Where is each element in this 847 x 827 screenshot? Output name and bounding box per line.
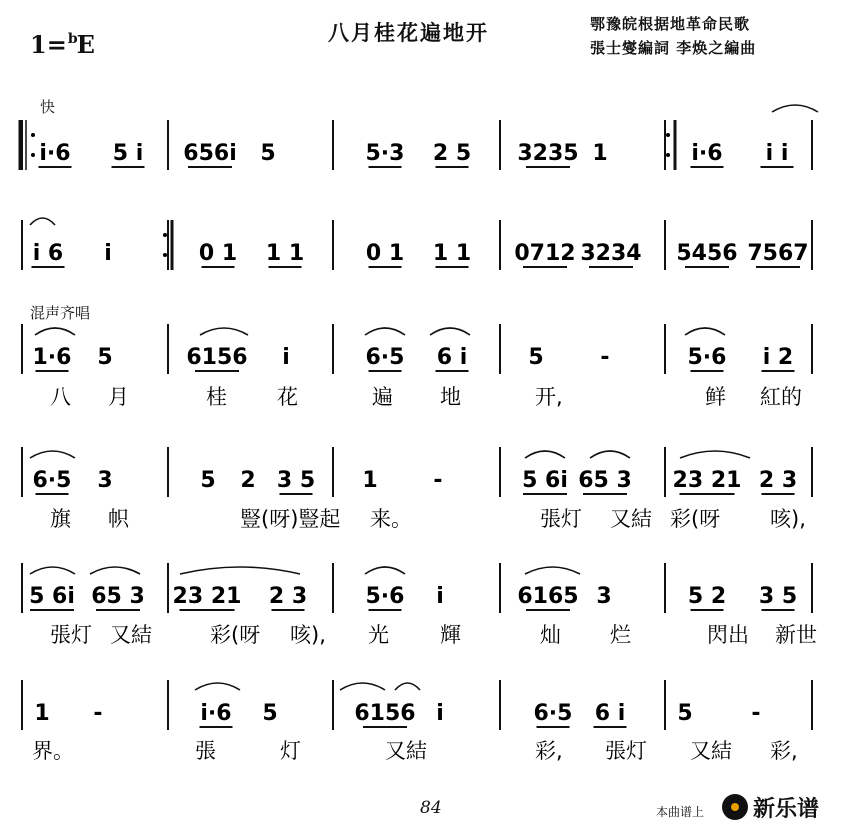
note-group: i·6: [200, 701, 232, 726]
note-group: 5: [200, 468, 216, 493]
tempo-marking: 快: [40, 98, 56, 116]
note-group: 23 21: [172, 584, 242, 609]
lyric-syllable: 旗: [50, 507, 71, 531]
lyric-syllable: 紅的: [760, 385, 802, 409]
note-group: 3235: [517, 141, 579, 166]
lyric-syllable: 又結: [610, 507, 652, 531]
lyric-syllable: 又結: [385, 739, 427, 763]
note-group: 1: [34, 701, 50, 726]
note-group: 5 i: [112, 141, 144, 166]
note-group: 0712: [514, 241, 576, 266]
lyric-syllable: 張灯: [540, 507, 582, 531]
slur-arc: [195, 683, 240, 690]
slur-arc: [365, 567, 405, 574]
repeat-dot: [666, 153, 670, 157]
note-group: -: [600, 345, 610, 370]
slur-arc: [685, 328, 725, 335]
note-group: 2 5: [432, 141, 472, 166]
note-group: 5·6: [365, 584, 405, 609]
repeat-dot: [31, 133, 35, 137]
note-group: 5 6i: [522, 468, 568, 493]
slur-arc: [30, 218, 55, 225]
note-group: i: [104, 241, 112, 266]
lyric-syllable: 开,: [535, 385, 563, 409]
note-group: 6 i: [436, 345, 468, 370]
slur-arc: [180, 567, 300, 574]
note-group: i 2: [762, 345, 794, 370]
note-group: 5: [528, 345, 544, 370]
slur-arc: [340, 683, 385, 690]
lyric-syllable: 花: [277, 385, 298, 409]
repeat-dot: [31, 153, 35, 157]
lyric-syllable: 帜: [108, 507, 129, 531]
note-group: 5: [97, 345, 113, 370]
lyric-syllable: 又結: [110, 623, 152, 647]
note-group: i i: [765, 141, 789, 166]
note-group: 5 2: [687, 584, 727, 609]
source-note: 本曲谱上: [656, 805, 705, 819]
note-group: 5456: [676, 241, 738, 266]
lyric-syllable: 豎(呀)豎起: [240, 507, 341, 531]
credit-authors: 張士燮編詞 李焕之編曲: [590, 39, 757, 57]
note-group: 5: [677, 701, 693, 726]
note-group: 5: [260, 141, 276, 166]
lyric-syllable: 灿: [540, 623, 561, 647]
note-group: i·6: [691, 141, 723, 166]
note-group: 65 3: [91, 584, 145, 609]
lyric-syllable: 輝: [440, 623, 461, 647]
lyric-syllable: 界。: [32, 739, 74, 763]
lyric-syllable: 彩(呀: [670, 507, 721, 531]
credit-origin: 鄂豫皖根据地革命民歌: [590, 15, 751, 33]
note-group: 1 1: [265, 241, 305, 266]
note-group: 1: [362, 468, 378, 493]
lyric-syllable: 閃出: [707, 623, 749, 647]
note-group: 3: [97, 468, 113, 493]
slur-arc: [30, 451, 75, 458]
note-group: 1 1: [432, 241, 472, 266]
note-group: 0 1: [365, 241, 405, 266]
repeat-dot: [666, 133, 670, 137]
note-group: 3234: [580, 241, 642, 266]
page-number: 84: [420, 798, 442, 818]
note-group: 6156: [186, 345, 248, 370]
note-group: 5·6: [687, 345, 727, 370]
note-group: 6·5: [533, 701, 573, 726]
slur-arc: [365, 328, 405, 335]
lyric-syllable: 彩(呀: [210, 623, 261, 647]
voicing-marking: 混声齐唱: [30, 304, 91, 322]
note-group: i: [436, 584, 444, 609]
note-group: 1: [592, 141, 608, 166]
note-group: 6·5: [365, 345, 405, 370]
note-group: 5·3: [365, 141, 405, 166]
note-group: 0 1: [198, 241, 238, 266]
slur-arc: [30, 567, 75, 574]
lyric-syllable: 月: [108, 385, 129, 409]
note-group: 7567: [747, 241, 809, 266]
flat-sign: b: [67, 31, 78, 47]
slur-arc: [395, 683, 420, 690]
lyric-syllable: 咳),: [770, 507, 806, 531]
slur-arc: [525, 567, 580, 574]
lyric-syllable: 咳),: [290, 623, 326, 647]
note-group: 2: [240, 468, 256, 493]
key-prefix: 1=: [30, 30, 67, 59]
lyric-syllable: 張: [195, 739, 216, 763]
note-group: 6 i: [594, 701, 626, 726]
note-group: -: [751, 701, 761, 726]
slur-arc: [680, 451, 750, 458]
lyric-syllable: 彩,: [535, 739, 563, 763]
note-group: 3: [596, 584, 612, 609]
lyric-syllable: 張灯: [605, 739, 647, 763]
key-note: E: [76, 30, 95, 59]
note-group: 5: [262, 701, 278, 726]
lyric-syllable: 新世: [775, 623, 817, 647]
note-group: 23 21: [672, 468, 742, 493]
slur-arc: [35, 328, 75, 335]
note-group: 6165: [517, 584, 579, 609]
lyric-syllable: 鲜: [705, 385, 726, 409]
slur-arc: [772, 105, 818, 112]
slur-arc: [430, 328, 470, 335]
repeat-dot: [163, 233, 167, 237]
site-logo[interactable]: 新乐谱: [753, 797, 820, 822]
record-icon: [722, 794, 748, 820]
slur-arc: [590, 451, 630, 458]
note-group: 2 3: [758, 468, 798, 493]
note-group: 5 6i: [29, 584, 75, 609]
note-group: 656i: [183, 141, 237, 166]
slur-arc: [200, 328, 248, 335]
note-group: 6156: [354, 701, 416, 726]
lyric-syllable: 遍: [372, 385, 393, 409]
note-group: 6·5: [32, 468, 72, 493]
lyric-syllable: 地: [440, 385, 461, 409]
lyric-syllable: 彩,: [770, 739, 798, 763]
lyric-syllable: 光: [368, 623, 389, 647]
note-group: 3 5: [758, 584, 798, 609]
slur-arc: [90, 567, 140, 574]
lyric-syllable: 又結: [690, 739, 732, 763]
slur-arc: [525, 451, 565, 458]
note-group: i 6: [32, 241, 64, 266]
note-group: 3 5: [276, 468, 316, 493]
note-group: -: [433, 468, 443, 493]
lyric-syllable: 八: [50, 385, 71, 409]
lyric-syllable: 張灯: [50, 623, 92, 647]
note-group: i: [282, 345, 290, 370]
note-group: -: [93, 701, 103, 726]
lyric-syllable: 烂: [610, 623, 631, 647]
lyric-syllable: 桂: [206, 385, 227, 409]
note-group: 65 3: [578, 468, 632, 493]
note-group: i: [436, 701, 444, 726]
lyric-syllable: 灯: [280, 739, 301, 763]
lyric-syllable: 来。: [370, 507, 412, 531]
note-group: 1·6: [32, 345, 72, 370]
song-title: 八月桂花遍地开: [328, 21, 489, 45]
repeat-dot: [163, 253, 167, 257]
note-group: 2 3: [268, 584, 308, 609]
note-group: i·6: [39, 141, 71, 166]
